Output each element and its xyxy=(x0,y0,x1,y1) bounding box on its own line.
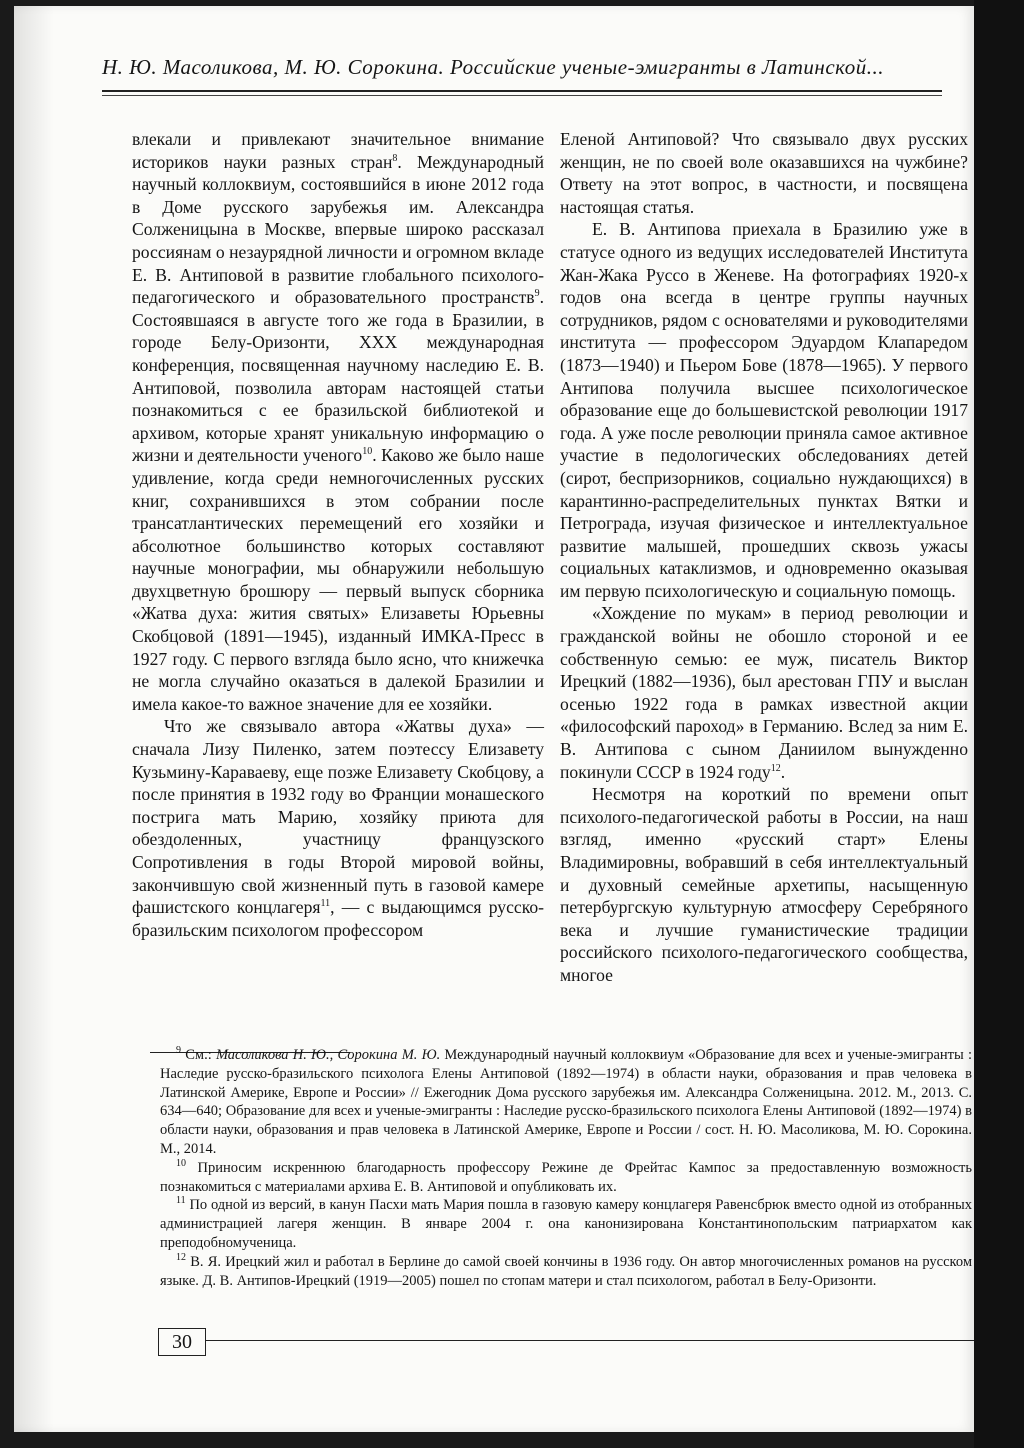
paragraph: «Хождение по мукам» в период революции и гражданской войны не обошло стороной и ее собственную семью: ее муж, писатель Виктор Ирецкий (1882—1936), был арестован ГПУ и выслан осенью 1922 года в рамках известной акции «философский пароход» в Германию. Вслед за ним Е. В. Антипова с сыном Даниилом вынужденно покинули СССР в 1924 году$^{12}$. xyxy=(560,603,968,782)
paragraph: Что же связывало автора «Жатвы духа» — сначала Лизу Пиленко, затем поэтессу Елизавету Кузьмину-Караваеву, еще позже Елизавету Скобцову, а после принятия в 1932 году во Франции монашеского пострига мать Марию, хозяйку приюта для обездоленных, участницу французского Сопротивления в годы Второй мировой войны, закончившую свой жизненный путь в газовой камере фашистского концлагеря$^{11}$, — с выдающимся русско-бразильским психологом профессором xyxy=(132,716,544,940)
running-header: Н. Ю. Масоликова, М. Ю. Сорокина. Российские ученые-эмигранты в Латинской... xyxy=(102,55,884,79)
footnote-10: $^{10}$ Приносим искреннюю благодарность профессору Режине де Фрейтас Кампос за предоставленную возможность познакомиться с материалами архива Е. В. Антиповой и опубликовать их. xyxy=(160,1157,972,1195)
paragraph: Е. В. Антипова приехала в Бразилию уже в статусе одного из ведущих исследователей Института Жан-Жака Руссо в Женеве. На фотографиях 1920-х годов она всегда в центре группы научных сотрудников, рядом с основателями и руководителями института — профессором Эдуардом Клапаредом (1873—1940) и Пьером Бове (1878—1965). У первого Антипова получила высшее психологическое образование еще до большевистской революции 1917 года. А уже после революции приняла самое активное участие в педологических обследованиях детей (сирот, беспризорников, социально нуждающихся) в карантинно-распределительных пунктах Вятки и Петрограда, изучая физическое и интеллектуальное развитие малышей, прошедших сквозь ужасы социальных катаклизмов, и одновременно оказывая им первую психологическую и социальную помощь. xyxy=(560,219,968,601)
page-number: 30 xyxy=(158,1328,206,1356)
paragraph: Еленой Антиповой? Что связывало двух русских женщин, не по своей воле оказавшихся на чужбине? Ответу на этот вопрос, в частности, и посвящена настоящая статья. xyxy=(560,129,968,217)
footnotes xyxy=(160,1046,972,1290)
footnote-ref[interactable]: 8 xyxy=(392,152,398,164)
footnote-ref[interactable]: 9 xyxy=(534,288,540,300)
footnote-ref[interactable]: 11 xyxy=(320,898,331,910)
footnote-12: $^{12}$ В. Я. Ирецкий жил и работал в Берлине до самой своей кончины в 1936 году. Он автор многочисленных романов на русском языке. Д. В. Антипов-Ирецкий (1919—2005) пошел по стопам матери и стал психологом, работал в Белу-Оризонти. xyxy=(160,1251,973,1289)
paragraph: Несмотря на короткий по времени опыт психолого-педагогической работы в России, на наш взгляд, именно «русский старт» Елены Владимировны, вобравший в себя интеллектуальный и духовный семейные архетипы, насыщенную петербургскую культурную атмосферу Серебряного века и лучшие гуманистические традиции российского психолого-педагогического сообщества, многое xyxy=(560,784,968,985)
footnote-ref[interactable]: 12 xyxy=(770,762,781,774)
page-gutter-shadow xyxy=(14,6,54,1432)
left-text-column xyxy=(132,128,544,941)
right-text-column xyxy=(560,128,968,987)
footer-rule xyxy=(206,1340,974,1341)
footnote-11: $^{11}$ По одной из версий, в канун Пасхи мать Мария пошла в газовую камеру концлагеря Равенсбрюк вместо одной из отобранных администрацией лагеря женщин. В январе 2004 г. она канонизирована Константинопольским патриархатом как преподобномученица. xyxy=(160,1195,972,1251)
paragraph: влекали и привлекают значительное внимание историков науки разных стран$^8$. Международный научный коллоквиум, состоявшийся в июне 2012 года в Доме русского зарубежья им. Александра Солженицына в Москве, впервые широко рассказал россиянам о незаурядной личности и огромном вкладе Е. В. Антиповой в развитие глобального психолого-педагогического и образовательного пространств$^9$. Состоявшаяся в августе того же года в Бразилии, в городе Белу-Оризонти, XXX международная конференция, посвященная научному наследию Е. В. Антиповой, позволила авторам настоящей статьи познакомиться с ее бразильской библиотекой и архивом, которые хранят уникальную информацию о жизни и деятельности ученого$^{10}$. Каково же было наше удивление, когда среди немногочисленных русских книг, сохранившихся в этом собрании после трансатлантических перемещений его хозяйки и абсолютное большинство которых составляют научные монографии, мы обнаружили небольшую двухцветную брошюру — первый выпуск сборника «Жатва духа: жития святых» Елизаветы Юрьевны Скобцовой (1891—1945), изданный ИМКА-Пресс в 1927 году. С первого взгляда было ясно, что книжечка не могла случайно оказаться в далекой Бразилии и имела какое-то важное значение для ее хозяйки. xyxy=(132,129,545,714)
scan-background xyxy=(974,0,1024,1448)
header-rule xyxy=(102,90,942,92)
header-rule-thin xyxy=(102,95,942,96)
footnote-9: $^9$ См.: Масоликова Н. Ю., Сорокина М. Ю. Международный научный коллоквиум «Образование для всех и ученые-эмигранты : Наследие русско-бразильского психолога Елены Антиповой (1892—1974) в области науки, образования и прав человека в Латинской Америке, Европе и России» // Ежегодник Дома русского зарубежья им. Александра Солженицына. 2012. М., 2013. С. 634—640; Образование для всех и ученые-эмигранты : Наследие русско-бразильского психолога Елены Антиповой (1892—1974) в области науки, образования и прав человека в Латинской Америке, Европе и России / сост. Н. Ю. Масоликова, М. Ю. Сорокина. М., 2014. xyxy=(160,1045,972,1157)
footnote-ref[interactable]: 10 xyxy=(362,446,373,458)
